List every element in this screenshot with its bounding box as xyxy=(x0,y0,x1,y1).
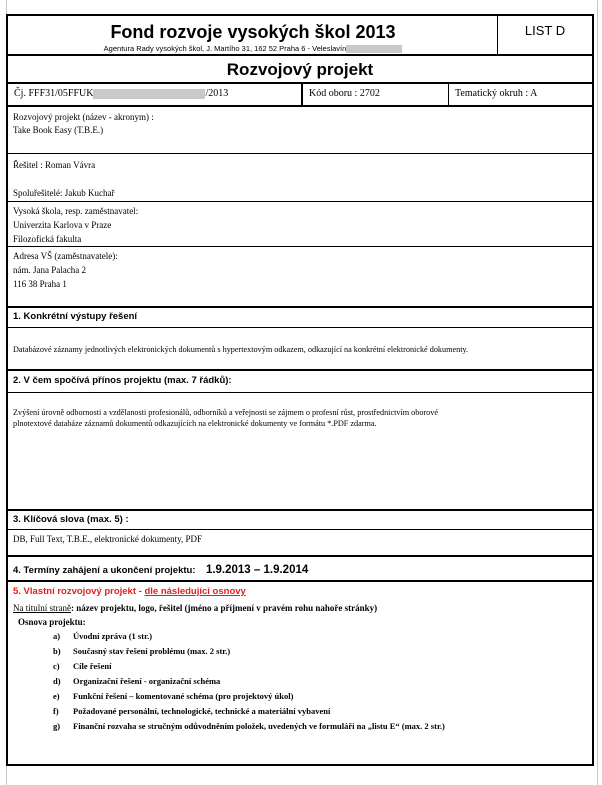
field-code: Kód oboru : 2702 xyxy=(309,88,380,99)
reference-number: Čj. FFF31/05FFUK /2013 xyxy=(14,88,229,99)
page-edge-right xyxy=(597,0,598,785)
rule-solvers xyxy=(8,201,594,202)
rule-s3 xyxy=(6,555,594,557)
meta-divider-1 xyxy=(301,83,303,105)
co-solvers: Spoluřešitelé: Jakub Kuchař xyxy=(13,188,115,198)
rule-school xyxy=(8,246,594,247)
rule-s4 xyxy=(6,580,594,582)
heading-rule xyxy=(6,82,594,84)
address-label: Adresa VŠ (zaměstnavatele): xyxy=(13,251,118,261)
section-4 xyxy=(13,562,308,578)
list-item: a) Úvodní zpráva (1 str.) xyxy=(53,631,153,641)
list-item: c) Cíle řešení xyxy=(53,661,112,671)
outline-list xyxy=(53,631,445,736)
address-line-1: nám. Jana Palacha 2 xyxy=(13,265,86,275)
section-3-heading: 3. Klíčová slova (max. 5) : xyxy=(13,514,129,525)
section-2-text-1: Zvýšení úrovně odbornosti a vzdělanosti profesionálů, odborníků a veřejnosti se zájmem o profesní růst, prostřednictvím oborové xyxy=(13,408,438,417)
title-page-label: Na titulní straně xyxy=(13,603,71,613)
redacted-block xyxy=(346,45,402,53)
header-rule xyxy=(6,54,594,56)
rule-s1-head xyxy=(8,327,594,328)
section-4-heading: 4. Termíny zahájení a ukončení projektu: xyxy=(13,565,196,576)
section-1-text: Databázové záznamy jednotlivých elektronických dokumentů s hypertextovým odkazem, odkazující na konkrétní elektronické dokumenty. xyxy=(13,345,469,354)
project-dates: 1.9.2013 – 1.9.2014 xyxy=(205,564,309,576)
list-item: d) Organizační řešení - organizační schéma xyxy=(53,676,221,686)
project-heading: Rozvojový projekt xyxy=(226,60,374,79)
rule-project xyxy=(8,153,594,154)
meta-rule xyxy=(6,105,594,107)
redacted-block xyxy=(93,89,205,99)
list-item: g) Finanční rozvaha se stručným odůvodněním položek, uvedených ve formuláři na „listu E“ (max. 2 str.) xyxy=(53,721,445,731)
title-page-note: Na titulní straně: název projektu, logo, řešitel (jméno a příjmení v pravém rohu nahoře stránky) xyxy=(13,603,378,613)
list-item: b) Současný stav řešení problému (max. 2 str.) xyxy=(53,646,231,656)
meta-divider-2 xyxy=(448,83,449,105)
solver: Řešitel : Roman Vávra xyxy=(13,160,96,170)
outline-link[interactable]: dle následující osnovy xyxy=(144,586,246,597)
list-item: e) Funkční řešení – komentované schéma (pro projektový úkol) xyxy=(53,691,294,701)
thematic-area: Tematický okruh : A xyxy=(455,88,538,99)
rule-s2 xyxy=(6,509,594,511)
section-2-text-2: plnotextové databáze záznamů dokumentů odkazujících na elektronické dokumenty ve formátu *.PDF zdarma. xyxy=(13,419,377,428)
rule-s2-head xyxy=(8,392,594,393)
rule-s3-head xyxy=(8,529,594,530)
section-2-heading: 2. V čem spočívá přínos projektu (max. 7 řádků): xyxy=(13,375,232,386)
project-name-label: Rozvojový projekt (název - akronym) : xyxy=(13,112,154,122)
outline-label: Osnova projektu: xyxy=(18,617,86,627)
form-title: Fond rozvoje vysokých škol 2013 xyxy=(110,22,396,42)
project-name: Take Book Easy (T.B.E.) xyxy=(13,125,104,135)
rule-s1 xyxy=(6,369,594,371)
school-label: Vysoká škola, resp. zaměstnavatel: xyxy=(13,206,139,216)
rule-address xyxy=(6,306,594,308)
list-label: LIST D xyxy=(524,23,566,38)
school-line-1: Univerzita Karlova v Praze xyxy=(13,220,112,230)
school-line-2: Filozofická fakulta xyxy=(13,234,82,244)
agency-line: Agentura Rady vysokých škol, J. Martího 31, 162 52 Praha 6 - Veleslavín xyxy=(8,44,498,54)
section-5-heading: 5. Vlastní rozvojový projekt - dle následující osnovy xyxy=(13,586,246,597)
section-1-heading: 1. Konkrétní výstupy řešení xyxy=(13,311,138,322)
list-item: f) Požadované personální, technologické, technické a materiální vybavení xyxy=(53,706,331,716)
section-3-text: DB, Full Text, T.B.E., elektronické dokumenty, PDF xyxy=(13,534,203,544)
address-line-2: 116 38 Praha 1 xyxy=(13,279,67,289)
